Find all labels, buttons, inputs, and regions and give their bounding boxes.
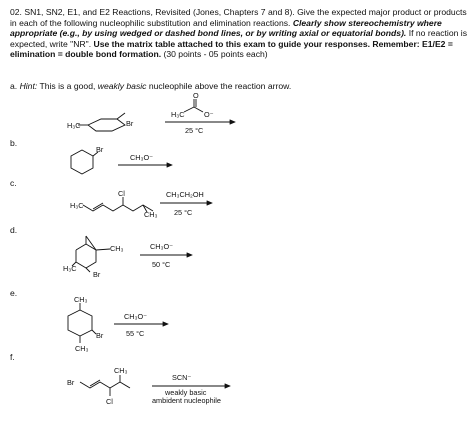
hint-label: Hint:	[19, 81, 38, 91]
e-br: Br	[96, 331, 104, 340]
molecule-f	[80, 375, 130, 396]
acetate-ominus: O⁻	[204, 110, 214, 119]
part-e-label: e.	[10, 288, 18, 298]
molecule-c	[83, 197, 153, 212]
e-cond: 55 °C	[126, 329, 145, 338]
d-br: Br	[93, 270, 101, 279]
c-cl: Cl	[118, 189, 125, 198]
hint-emphasis: weakly basic	[97, 81, 147, 91]
f-ch3: CH₃	[114, 366, 128, 375]
part-a-text: a. Hint: This is a good, weakly basic nucleophile above the reaction arrow.	[10, 81, 292, 91]
d-cond: 50 °C	[152, 260, 171, 269]
molecule-b	[71, 150, 98, 174]
acetate-h3c: H₃C	[171, 110, 185, 119]
f-br: Br	[67, 378, 75, 387]
question-title: SN1, SN2, E1, and E2 Reactions, Revisited (Jones, Chapters 7 and 8).	[24, 7, 295, 17]
f-cl: Cl	[106, 397, 113, 406]
f-cond2: ambident nucleophile	[152, 396, 221, 405]
part-a-label: a.	[10, 81, 18, 91]
instruction-1: Give the expected major product or products in each of the following nucleophilic substitution and elimination reactions.	[10, 7, 467, 28]
question-number: 02.	[10, 7, 22, 17]
acetate-o: O	[193, 91, 199, 100]
molecule-e	[68, 303, 96, 343]
a-h3c: H₃C	[67, 121, 81, 130]
instruction-2: Clearly show stereochemistry where appropriate (e.g., by using wedged or dashed bond lines, or by writing axial or equatorial bonds).	[10, 17, 442, 39]
part-b-label: b.	[10, 138, 18, 148]
d-h3c: H₃C	[63, 264, 77, 273]
a-br: Br	[126, 119, 134, 128]
part-f-label: f.	[10, 352, 15, 362]
molecule-a	[78, 113, 125, 131]
f-cond1: weakly basic	[165, 388, 207, 397]
b-br: Br	[96, 145, 104, 154]
f-reagent: SCN⁻	[172, 373, 192, 382]
a-cond: 25 °C	[185, 126, 204, 135]
c-h3c: H₃C	[70, 201, 84, 210]
d-reagent: CH₃O⁻	[150, 242, 174, 251]
e-ch3-bottom: CH₃	[75, 344, 89, 353]
e-reagent: CH₃O⁻	[124, 312, 148, 321]
instruction-4: Use the matrix table attached to this exam to guide your responses. Remember: E1/E2 = elimination = double bond formation.	[10, 38, 453, 60]
b-reagent: CH₃O⁻	[130, 153, 154, 162]
e-ch3-top: CH₃	[74, 295, 88, 304]
part-c-label: c.	[10, 178, 17, 188]
c-cond: 25 °C	[174, 208, 193, 217]
points: (30 points - 05 points each)	[163, 49, 268, 60]
d-ch3: CH₃	[110, 244, 124, 253]
instruction-3: If no reaction is expected, write "NR".	[10, 28, 467, 49]
part-d-label: d.	[10, 225, 18, 235]
acetate	[184, 99, 203, 112]
c-reagent: CH₃CH₂OH	[166, 190, 204, 199]
molecule-d	[72, 236, 110, 272]
c-ch3: CH₃	[144, 210, 158, 219]
